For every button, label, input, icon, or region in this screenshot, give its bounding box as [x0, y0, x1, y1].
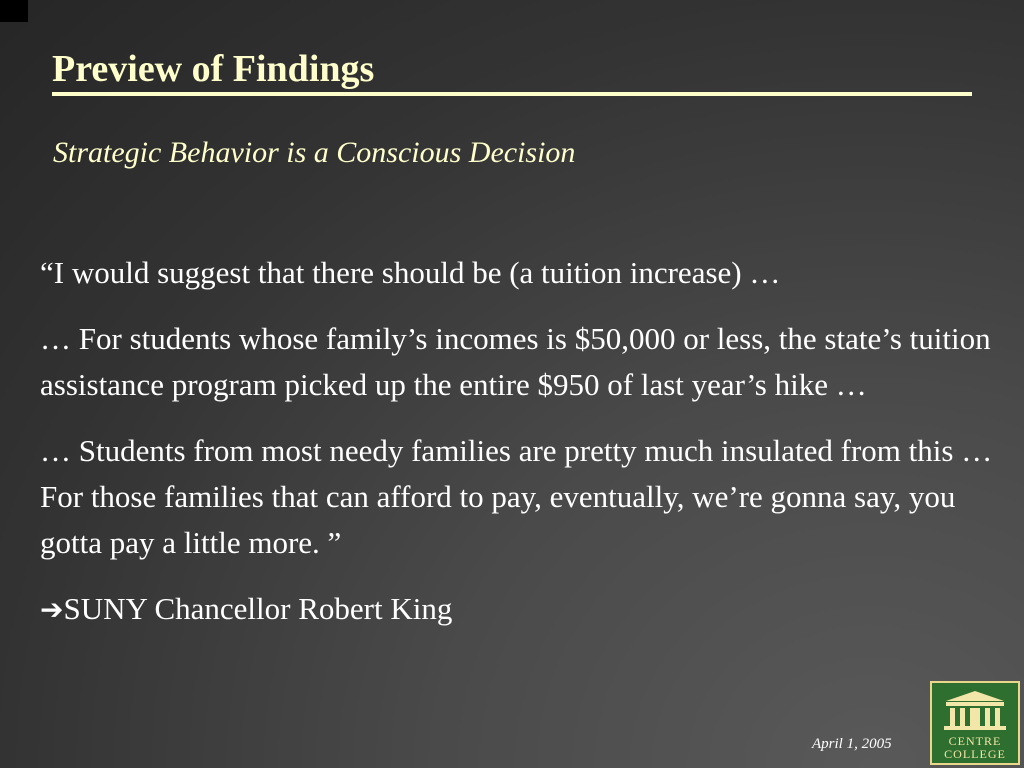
logo-text-line2: COLLEGE	[944, 747, 1006, 761]
quote-paragraph: … Students from most needy families are pretty much insulated from this … For those families that can afford to pay, eventually, we’re gonna say, you gotta pay a little more. ”	[40, 433, 993, 560]
logo-text-line1: CENTRE	[948, 734, 1002, 748]
arrow-right-icon: ➔	[40, 593, 64, 626]
attribution-text: SUNY Chancellor Robert King	[63, 591, 453, 626]
slide-date: April 1, 2005	[812, 736, 892, 752]
building-icon	[938, 689, 1012, 731]
title-underline	[52, 92, 972, 96]
corner-mark	[0, 0, 28, 22]
slide-title: Preview of Findings	[52, 48, 375, 90]
centre-college-logo	[930, 681, 1020, 765]
attribution	[40, 586, 1015, 633]
slide-subtitle: Strategic Behavior is a Conscious Decision	[53, 136, 576, 169]
quote-paragraph: “I would suggest that there should be (a tuition increase) …	[40, 255, 781, 290]
quote-body	[40, 250, 1015, 653]
quote-paragraph: … For students whose family’s incomes is $50,000 or less, the state’s tuition assistance program picked up the entire $950 of last year’s hike …	[40, 321, 991, 402]
